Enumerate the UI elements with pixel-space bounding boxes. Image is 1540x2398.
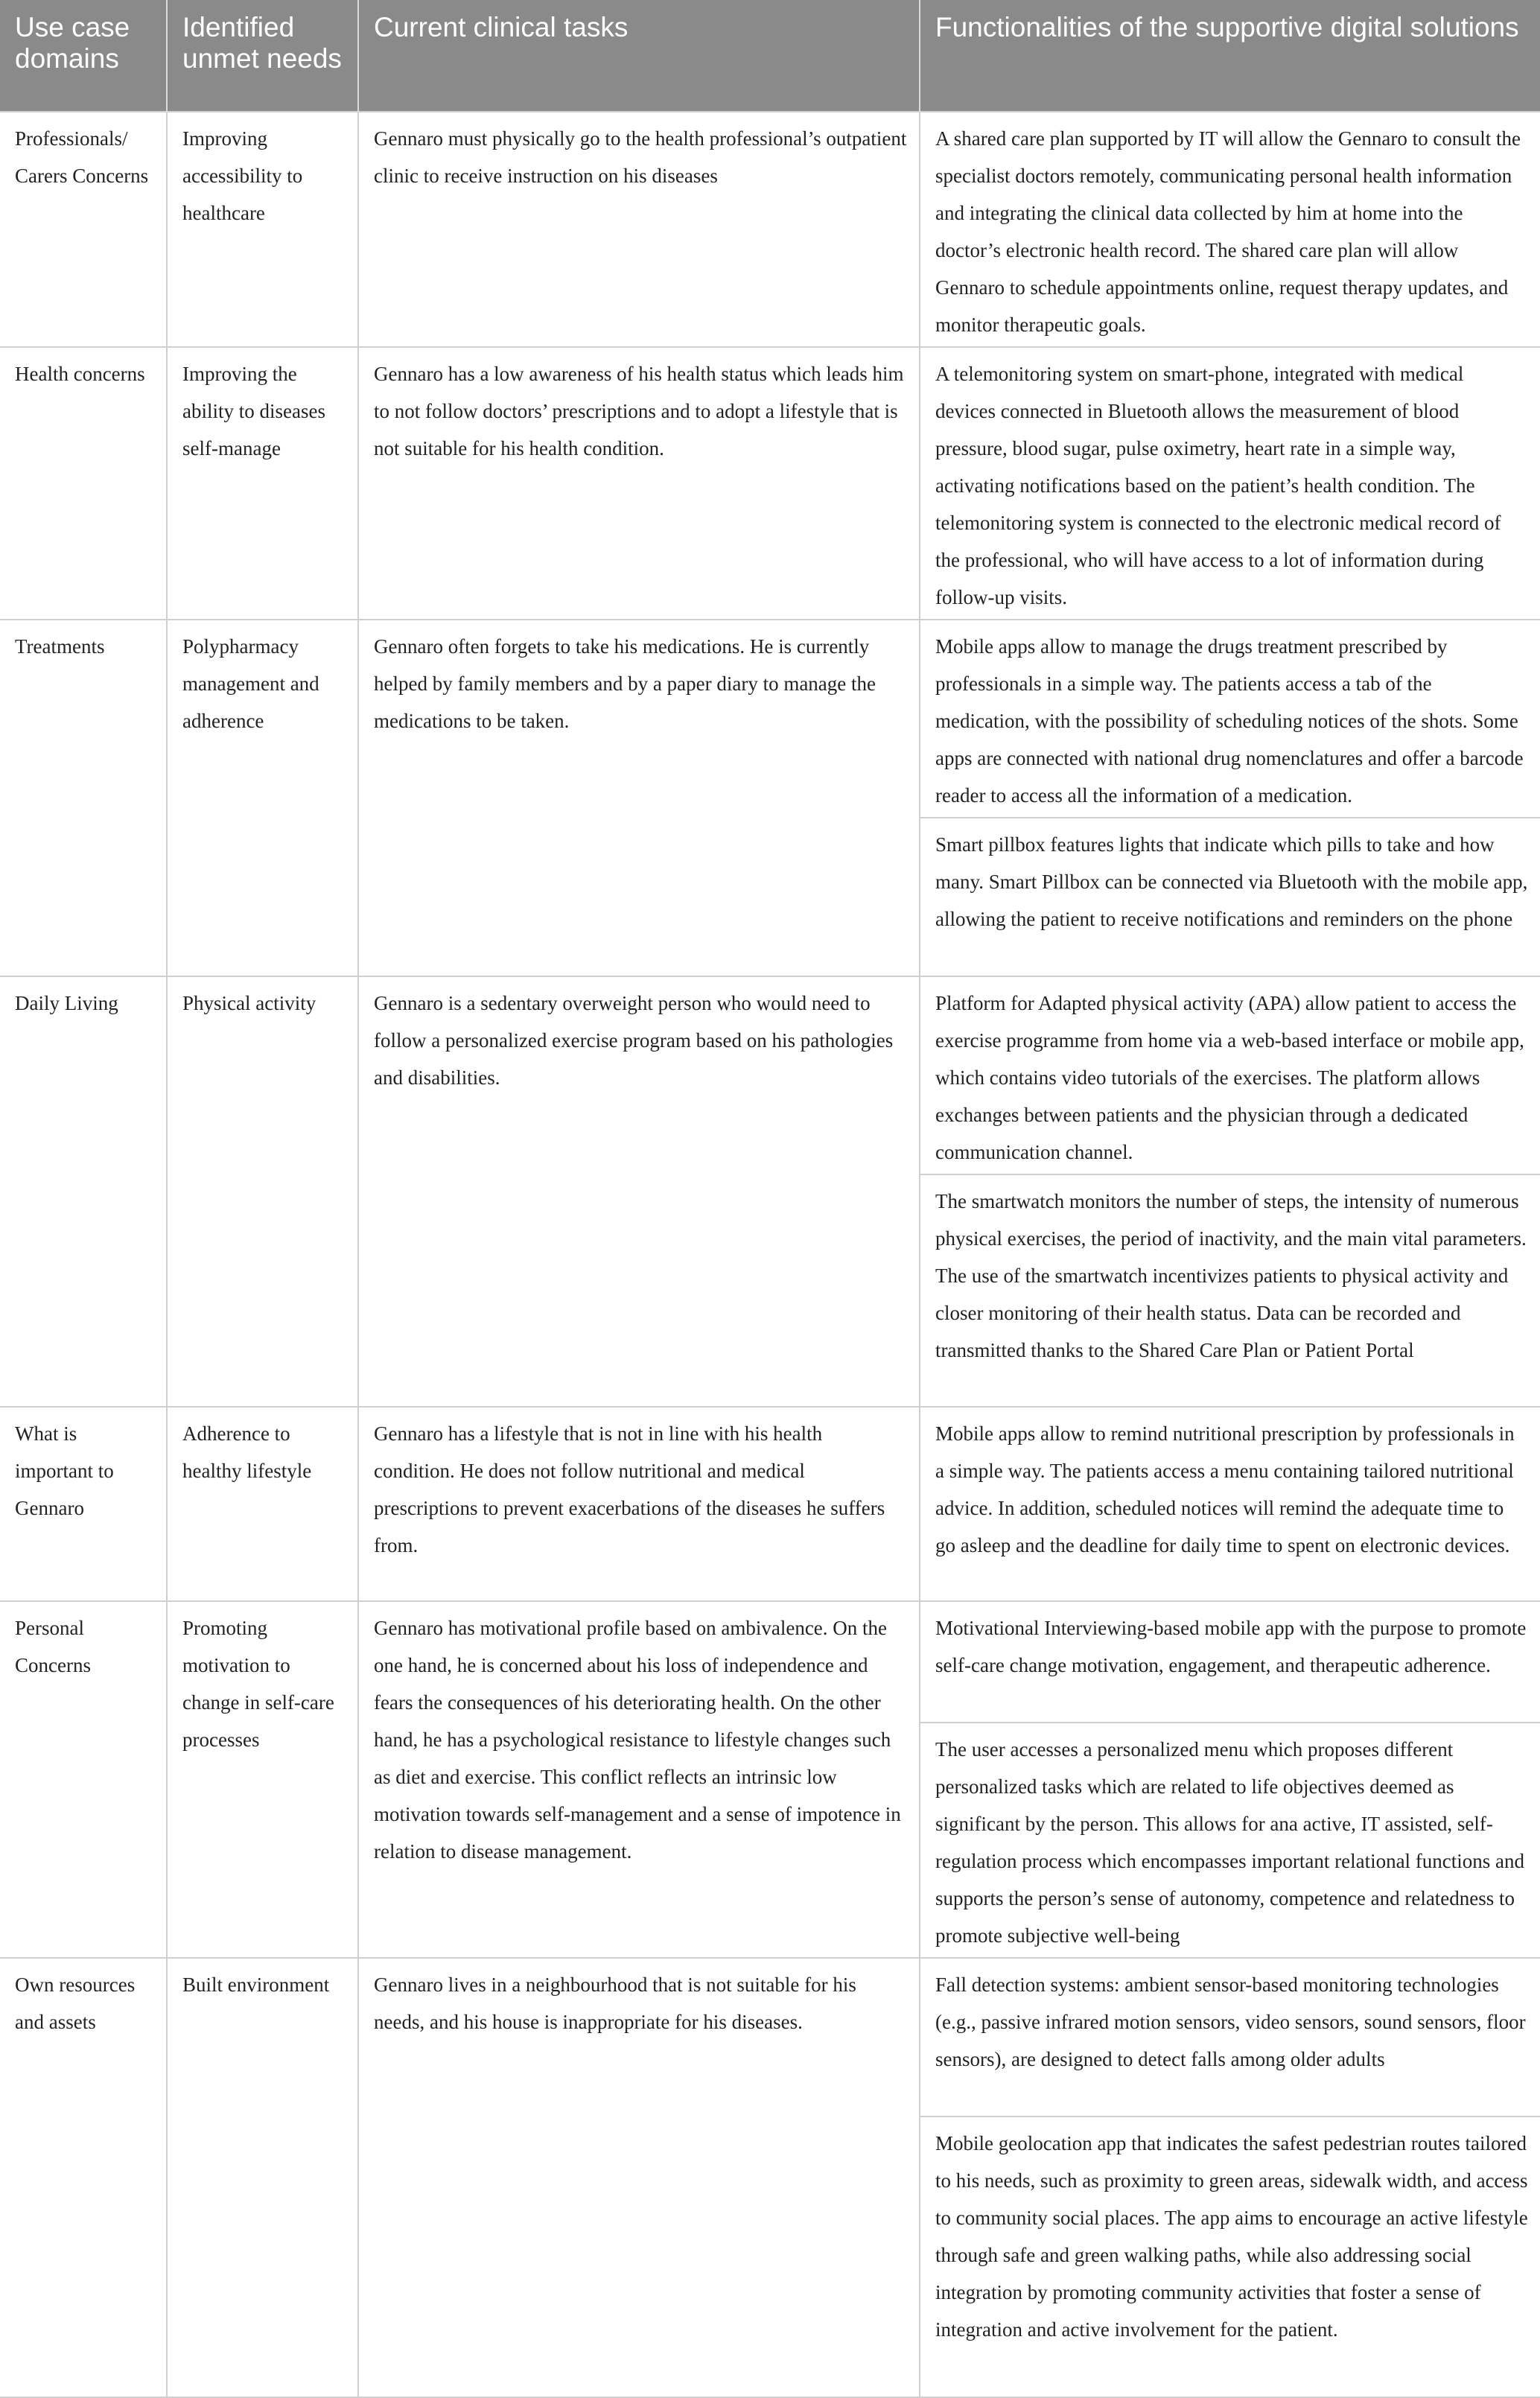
table-row — [0, 976, 1540, 1174]
cell-functionality: Smart pillbox features lights that indicate which pills to take and how many. Smart Pillbox can be connected via Bluetooth with the mobile app, allowing the patient to receive notifications and reminders on the phone — [920, 818, 1540, 976]
table-header — [0, 0, 1540, 112]
header-current-clinical-tasks: Current clinical tasks — [358, 0, 920, 112]
cell-functionality: Motivational Interviewing-based mobile app with the purpose to promote self-care change motivation, engagement, and therapeutic adherence. — [920, 1601, 1540, 1723]
header-row — [0, 0, 1540, 112]
cell-domain: Personal Concerns — [0, 1601, 167, 1958]
cell-functionality: Mobile geolocation app that indicates the safest pedestrian routes tailored to his needs, such as proximity to green areas, sidewalk width, and access to community social places. The app aims to encourage an active lifestyle through safe and green walking paths, while also addressing social integration by promoting community activities that foster a sense of integration and active involvement for the patient. — [920, 2116, 1540, 2397]
cell-functionality: Mobile apps allow to manage the drugs treatment prescribed by professionals in a simple way. The patients access a tab of the medication, with the possibility of scheduling notices of the shots. Some apps are connected with national drug nomenclatures and offer a barcode reader to access all the information of a medication. — [920, 620, 1540, 818]
cell-need: Adherence to healthy lifestyle — [167, 1407, 358, 1601]
table-row — [0, 1601, 1540, 1723]
cell-need: Improving accessibility to healthcare — [167, 112, 358, 347]
cell-need: Promoting motivation to change in self-care processes — [167, 1601, 358, 1958]
cell-domain: Daily Living — [0, 976, 167, 1407]
header-use-case-domains: Use case domains — [0, 0, 167, 112]
cell-functionality: The smartwatch monitors the number of steps, the intensity of numerous physical exercises, the period of inactivity, and the main vital parameters. The use of the smartwatch incentivizes patients to physical activity and closer monitoring of their health status. Data can be recorded and transmitted thanks to the Shared Care Plan or Patient Portal — [920, 1174, 1540, 1407]
header-identified-unmet-needs: Identified unmet needs — [167, 0, 358, 112]
cell-functionality: A telemonitoring system on smart-phone, integrated with medical devices connected in Bluetooth allows the measurement of blood pressure, blood sugar, pulse oximetry, heart rate in a simple way, activating notifications based on the patient’s health condition. The telemonitoring system is connected to the electronic medical record of the professional, who will have access to a lot of information during follow-up visits. — [920, 347, 1540, 620]
cell-functionality: Platform for Adapted physical activity (APA) allow patient to access the exercise programme from home via a web-based interface or mobile app, which contains video tutorials of the exercises. The platform allows exchanges between patients and the physician through a dedicated communication channel. — [920, 976, 1540, 1174]
table-row — [0, 347, 1540, 620]
cell-task: Gennaro often forgets to take his medications. He is currently helped by family members and by a paper diary to manage the medications to be taken. — [358, 620, 920, 976]
cell-need: Polypharmacy management and adherence — [167, 620, 358, 976]
table-body — [0, 112, 1540, 2397]
table-row — [0, 112, 1540, 347]
cell-task: Gennaro must physically go to the health professional’s outpatient clinic to receive instruction on his diseases — [358, 112, 920, 347]
header-functionalities: Functionalities of the supportive digital solutions — [920, 0, 1540, 112]
cell-need: Improving the ability to diseases self-manage — [167, 347, 358, 620]
cell-task: Gennaro has a low awareness of his health status which leads him to not follow doctors’ prescriptions and to adopt a lifestyle that is not suitable for his health condition. — [358, 347, 920, 620]
cell-task: Gennaro is a sedentary overweight person who would need to follow a personalized exercise program based on his pathologies and disabilities. — [358, 976, 920, 1407]
cell-functionality: Fall detection systems: ambient sensor-based monitoring technologies (e.g., passive infrared motion sensors, video sensors, sound sensors, floor sensors), are designed to detect falls among older adults — [920, 1958, 1540, 2116]
cell-functionality: Mobile apps allow to remind nutritional prescription by professionals in a simple way. The patients access a menu containing tailored nutritional advice. In addition, scheduled notices will remind the adequate time to go asleep and the deadline for daily time to spent on electronic devices. — [920, 1407, 1540, 1601]
table-row — [0, 620, 1540, 818]
cell-domain: What is important to Gennaro — [0, 1407, 167, 1601]
cell-task: Gennaro has motivational profile based on ambivalence. On the one hand, he is concerned about his loss of independence and fears the consequences of his deteriorating health. On the other hand, he has a psychological resistance to lifestyle changes such as diet and exercise. This conflict reflects an intrinsic low motivation towards self-management and a sense of impotence in relation to disease management. — [358, 1601, 920, 1958]
cell-domain: Health concerns — [0, 347, 167, 620]
cell-need: Physical activity — [167, 976, 358, 1407]
cell-domain: Own resources and assets — [0, 1958, 167, 2397]
table-row — [0, 1958, 1540, 2116]
cell-task: Gennaro lives in a neighbourhood that is not suitable for his needs, and his house is inappropriate for his diseases. — [358, 1958, 920, 2397]
table-row — [0, 1407, 1540, 1601]
cell-domain: Treatments — [0, 620, 167, 976]
cell-functionality: The user accesses a personalized menu which proposes different personalized tasks which are related to life objectives deemed as significant by the person. This allows for ana active, IT assisted, self-regulation process which encompasses important relational functions and supports the person’s sense of autonomy, competence and relatedness to promote subjective well-being — [920, 1723, 1540, 1958]
cell-functionality: A shared care plan supported by IT will allow the Gennaro to consult the specialist doctors remotely, communicating personal health information and integrating the clinical data collected by him at home into the doctor’s electronic health record. The shared care plan will allow Gennaro to schedule appointments online, request therapy updates, and monitor therapeutic goals. — [920, 112, 1540, 347]
cell-domain: Professionals/ Carers Concerns — [0, 112, 167, 347]
cell-task: Gennaro has a lifestyle that is not in line with his health condition. He does not follow nutritional and medical prescriptions to prevent exacerbations of the diseases he suffers from. — [358, 1407, 920, 1601]
cell-need: Built environment — [167, 1958, 358, 2397]
